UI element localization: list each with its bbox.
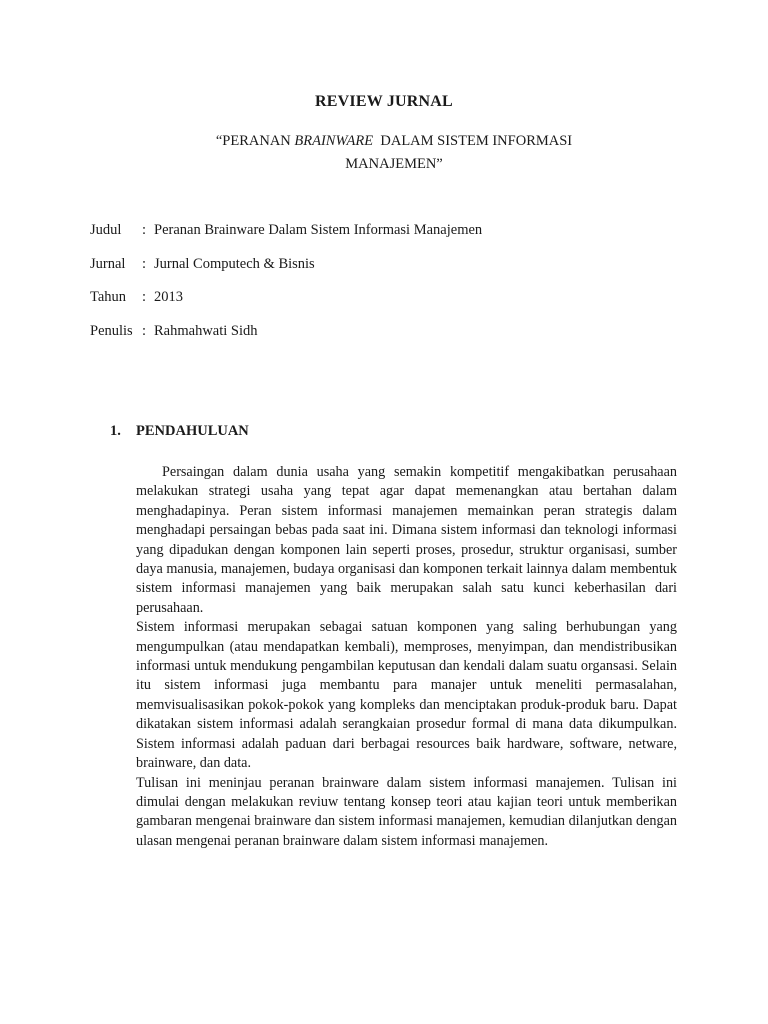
meta-colon: : xyxy=(142,289,147,305)
meta-label: Judul xyxy=(90,222,122,238)
meta-label: Penulis xyxy=(90,322,133,339)
meta-row-jurnal xyxy=(90,256,482,290)
meta-value: Rahmahwati Sidh xyxy=(154,322,258,339)
paragraph: Sistem informasi merupakan sebagai satuan komponen yang saling berhubungan yang mengumpulkan (atau mendapatkan kembali), memproses, menyimpan, dan mendistribusikan informasi untuk mendukung pengambilan keputusan dan kendali dalam suatu organsasi. Selain itu sistem informasi juga membantu para manajer untuk meneliti permasalahan, memvisualisasikan pokok-pokok yang kompleks dan menciptakan produk-produk baru. Dapat dikatakan sistem informasi adalah serangkaian prosedur formal di mana data dikumpulkan. Sistem informasi adalah paduan dari berbagai resources baik hardware, software, netware, brainware, dan data. xyxy=(136,619,677,772)
meta-row-penulis xyxy=(90,323,482,357)
section-heading xyxy=(110,423,249,440)
journal-title-line-2: MANAJEMEN” xyxy=(345,156,443,172)
meta-value: Jurnal Computech & Bisnis xyxy=(154,255,315,272)
meta-label: Jurnal xyxy=(90,255,126,272)
section-number: 1. xyxy=(110,423,121,439)
meta-colon: : xyxy=(142,222,147,238)
journal-title-part-2: DALAM SISTEM INFORMASI xyxy=(373,133,573,149)
section-title: PENDAHULUAN xyxy=(136,423,249,439)
paragraph: Tulisan ini meninjau peranan brainware dalam sistem informasi manajemen. Tulisan ini dimulai dengan melakukan reviuw tentang konsep teori atau kajian teori untuk memberikan gambaran mengenai brainware dan sistem informasi manajemen, kemudian dilanjutkan dengan ulasan mengenai peranan brainware dalam sistem informasi manajemen. xyxy=(136,774,677,849)
document-title: REVIEW JURNAL xyxy=(315,93,453,110)
meta-value: 2013 xyxy=(154,289,183,305)
journal-title xyxy=(184,130,604,176)
meta-value: Peranan Brainware Dalam Sistem Informasi Manajemen xyxy=(154,222,483,238)
meta-row-judul xyxy=(90,222,482,256)
meta-colon: : xyxy=(142,322,147,339)
meta-colon: : xyxy=(142,255,147,272)
paragraph: Persaingan dalam dunia usaha yang semakin kompetitif mengakibatkan perusahaan melakukan strategi usaha yang tepat agar dapat memenangkan atau bertahan dalam menghadapinya. Peran sistem informasi manajemen memainkan peran strategis dalam menghadapi persaingan bebas pada saat ini. Dimana sistem informasi dan teknologi informasi yang dipadukan dengan komponen lain seperti proses, prosedur, struktur organisasi, sumber daya manusia, manajemen, budaya organisasi dan komponen terkait lainnya dalam membentuk sistem informasi manajemen yang baik merupakan salah satu kunci keberhasilan dari perusahaan. xyxy=(136,464,677,616)
meta-label: Tahun xyxy=(90,289,127,305)
meta-row-tahun xyxy=(90,289,482,323)
journal-title-part-1: “PERANAN xyxy=(215,133,295,149)
section-body xyxy=(136,463,677,851)
metadata-block xyxy=(90,222,482,356)
journal-title-italic: BRAINWARE xyxy=(294,133,374,149)
